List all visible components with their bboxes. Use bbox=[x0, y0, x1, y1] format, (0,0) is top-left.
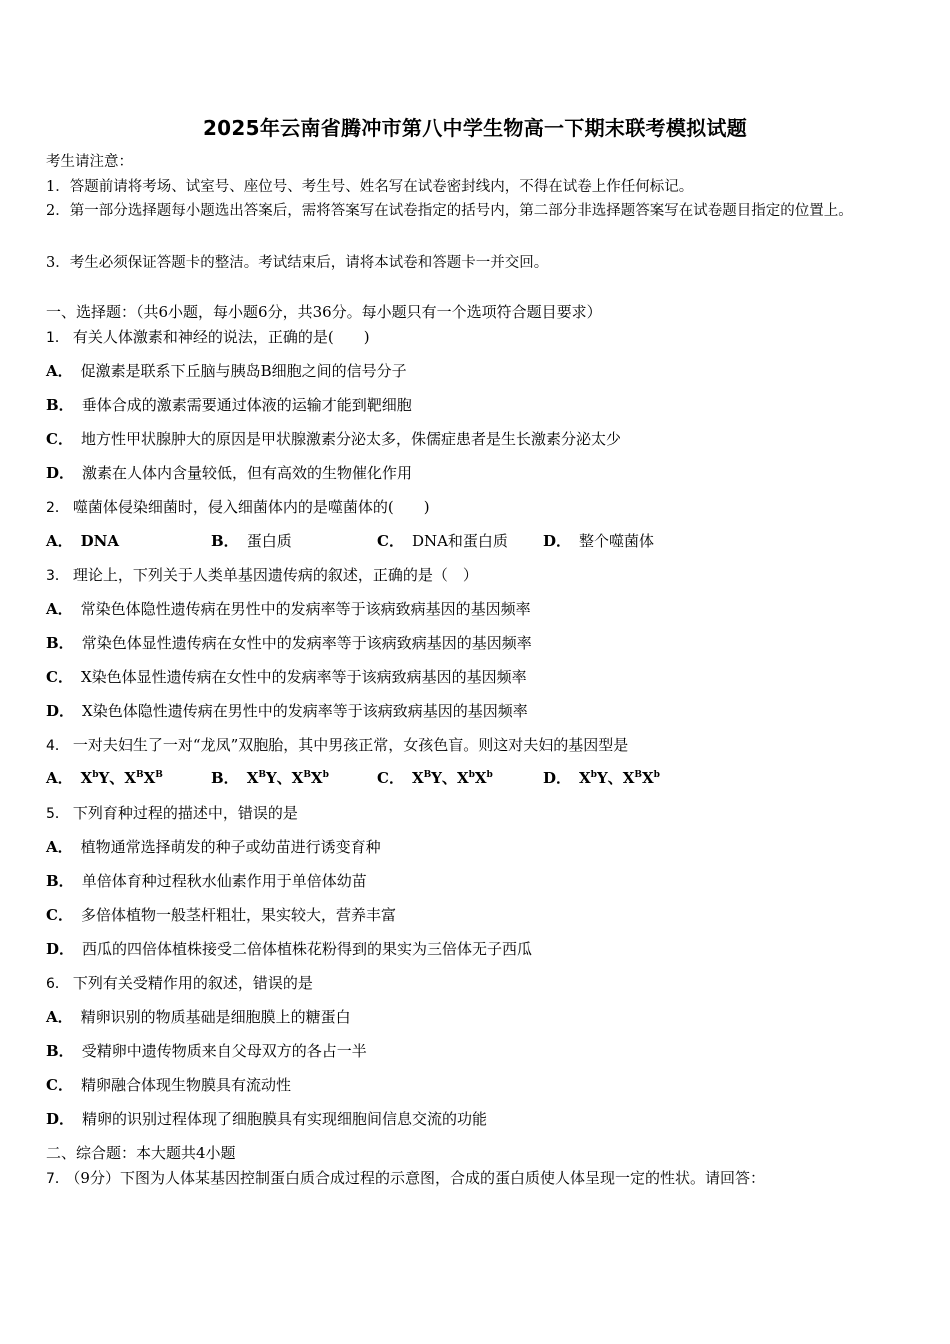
q3-option-c: C． X染色体显性遗传病在女性中的发病率等于该病致病基因的基因频率 bbox=[46, 668, 527, 686]
q5-option-a: A． 植物通常选择萌发的种子或幼苗进行诱变育种 bbox=[46, 838, 381, 856]
question-2 bbox=[46, 497, 430, 518]
q4-option-b: B． $X^BY$、$X^BX^b$ bbox=[211, 769, 329, 787]
question-1 bbox=[46, 327, 370, 348]
question-number: 6． bbox=[46, 976, 69, 992]
q3-option-b: B． 常染色体显性遗传病在女性中的发病率等于该病致病基因的基因频率 bbox=[46, 634, 532, 652]
q1-option-a: A． 促激素是联系下丘脑与胰岛B细胞之间的信号分子 bbox=[46, 362, 407, 380]
section2-heading: 二、综合题：本大题共4小题 bbox=[46, 1144, 236, 1162]
question-7 bbox=[46, 1168, 765, 1189]
question-6 bbox=[46, 973, 313, 994]
question-stem: 有关人体激素和神经的说法，正确的是( ) bbox=[72, 328, 370, 346]
question-number: 7． bbox=[46, 1171, 69, 1187]
question-stem: 下列有关受精作用的叙述，错误的是 bbox=[72, 974, 313, 992]
q1-option-c: C． 地方性甲状腺肿大的原因是甲状腺激素分泌太多，侏儒症患者是生长激素分泌太少 bbox=[46, 430, 621, 448]
question-stem: 下图为人体某基因控制蛋白质合成过程的示意图，合成的蛋白质使人体呈现一定的性状。请回答： bbox=[119, 1169, 765, 1187]
q6-option-c: C． 精卵融合体现生物膜具有流动性 bbox=[46, 1076, 291, 1094]
q3-option-d: D． X染色体隐性遗传病在男性中的发病率等于该病致病基因的基因频率 bbox=[46, 702, 528, 720]
q5-option-c: C． 多倍体植物一般茎杆粗壮，果实较大，营养丰富 bbox=[46, 906, 396, 924]
q3-option-a: A． 常染色体隐性遗传病在男性中的发病率等于该病致病基因的基因频率 bbox=[46, 600, 531, 618]
question-number: 5． bbox=[46, 806, 69, 822]
question-5 bbox=[46, 803, 298, 824]
question-number: 2． bbox=[46, 500, 69, 516]
q1-option-b: B． 垂体合成的激素需要通过体液的运输才能到靶细胞 bbox=[46, 396, 412, 414]
section1-heading: 一、选择题：（共6小题，每小题6分，共36分。每小题只有一个选项符合题目要求） bbox=[46, 303, 602, 321]
question-stem: 一对夫妇生了一对“龙凤”双胞胎，其中男孩正常，女孩色盲。则这对夫妇的基因型是 bbox=[72, 736, 629, 754]
q6-option-b: B． 受精卵中遗传物质来自父母双方的各占一半 bbox=[46, 1042, 367, 1060]
q4-option-d: D． $X^bY$、$X^BX^b$ bbox=[543, 769, 660, 787]
question-score: （9分） bbox=[72, 1169, 120, 1187]
q5-option-d: D． 西瓜的四倍体植株接受二倍体植株花粉得到的果实为三倍体无子西瓜 bbox=[46, 940, 533, 958]
q2-option-d: D． 整个噬菌体 bbox=[543, 532, 655, 550]
q4-option-c: C． $X^BY$、$X^bX^b$ bbox=[377, 769, 493, 787]
question-number: 1． bbox=[46, 330, 69, 346]
q1-option-d: D． 激素在人体内含量较低，但有高效的生物催化作用 bbox=[46, 464, 413, 482]
notice-item-3: 3．考生必须保证答题卡的整洁。考试结束后，请将本试卷和答题卡一并交回。 bbox=[46, 255, 549, 271]
question-number: 3． bbox=[46, 568, 69, 584]
q6-option-a: A． 精卵识别的物质基础是细胞膜上的糖蛋白 bbox=[46, 1008, 351, 1026]
exam-title: 2025年云南省腾冲市第八中学生物高一下期末联考模拟试题 bbox=[202, 116, 748, 140]
question-number: 4． bbox=[46, 738, 69, 754]
notice-heading: 考生请注意： bbox=[46, 154, 133, 170]
notice-item-1: 1．答题前请将考场、试室号、座位号、考生号、姓名写在试卷密封线内，不得在试卷上作任何标记。 bbox=[46, 179, 694, 195]
question-3 bbox=[46, 565, 478, 586]
question-stem: 噬菌体侵染细菌时，侵入细菌体内的是噬菌体的( ) bbox=[72, 498, 430, 516]
q2-option-c: C． DNA和蛋白质 bbox=[377, 532, 508, 550]
q4-option-a: A． $X^bY$、$X^BX^B$ bbox=[46, 769, 163, 787]
q5-option-b: B． 单倍体育种过程秋水仙素作用于单倍体幼苗 bbox=[46, 872, 367, 890]
question-stem: 理论上，下列关于人类单基因遗传病的叙述，正确的是（ ） bbox=[72, 566, 478, 584]
q6-option-d: D． 精卵的识别过程体现了细胞膜具有实现细胞间信息交流的功能 bbox=[46, 1110, 488, 1128]
question-4 bbox=[46, 735, 628, 756]
question-stem: 下列育种过程的描述中，错误的是 bbox=[72, 804, 298, 822]
q2-option-a: A． DNA bbox=[46, 532, 119, 550]
notice-item-2: 2．第一部分选择题每小题选出答案后，需将答案写在试卷指定的括号内，第二部分非选择题答案写在试卷题目指定的位置上。 bbox=[46, 203, 853, 219]
q2-option-b: B． 蛋白质 bbox=[211, 532, 292, 550]
